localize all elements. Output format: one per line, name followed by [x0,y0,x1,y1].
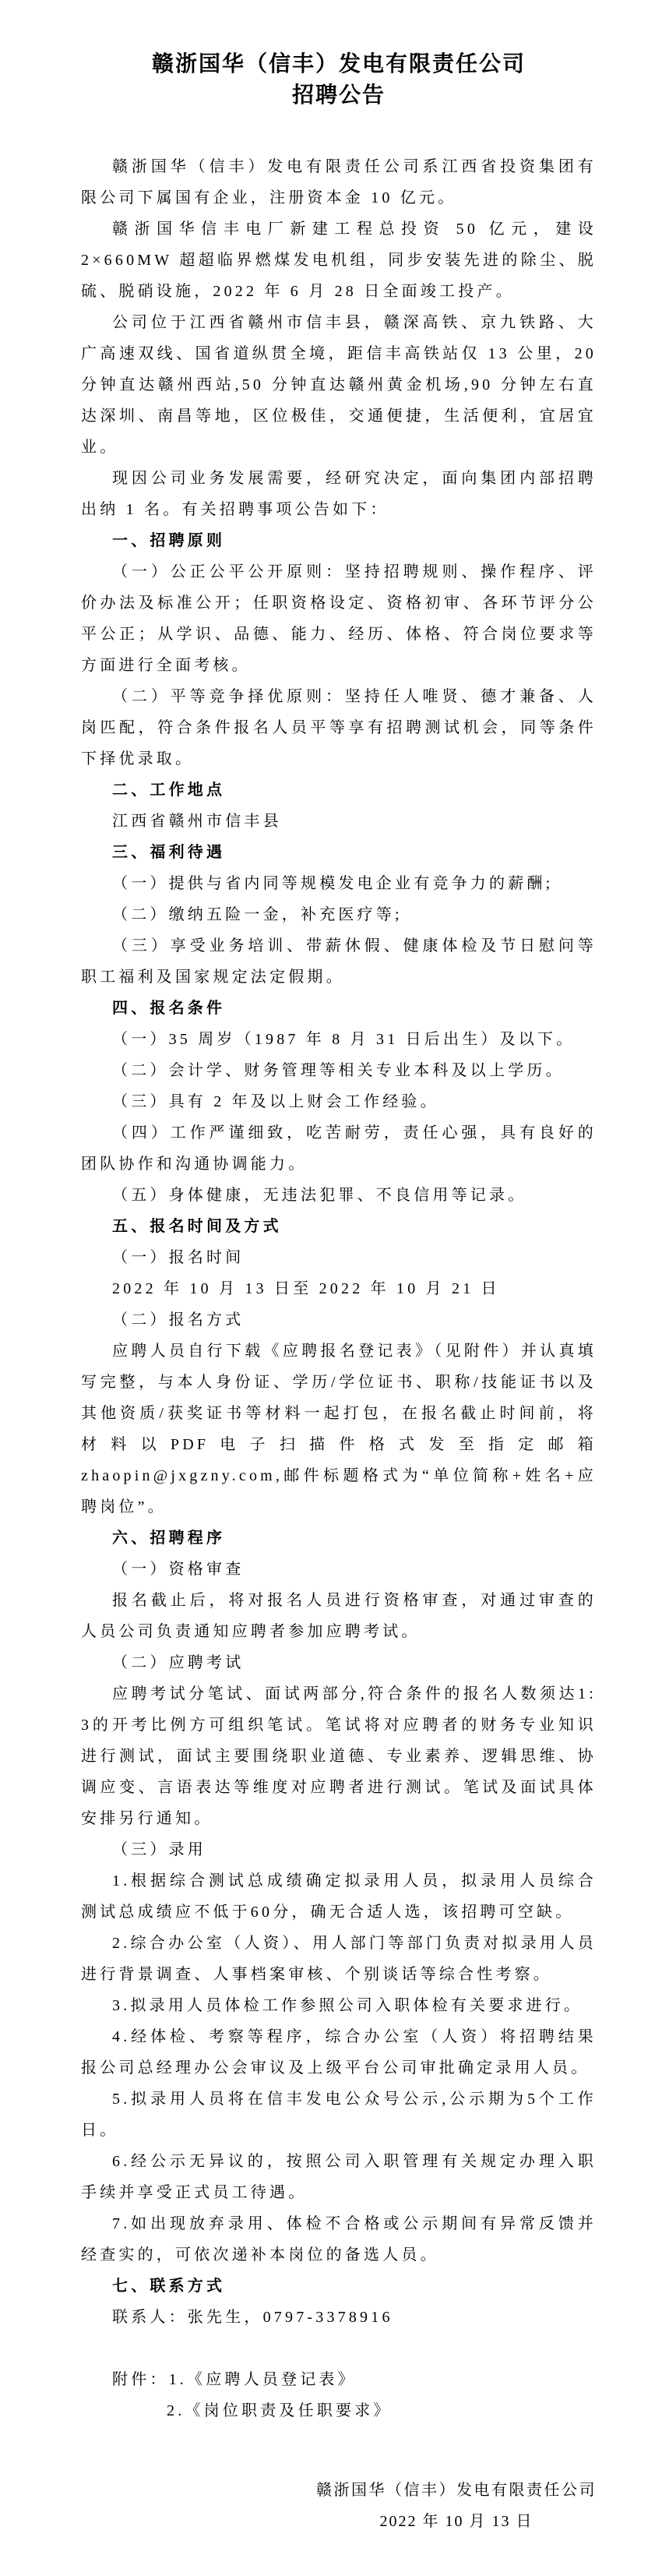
document-title [81,48,597,111]
document-title-line1: 赣浙国华（信丰）发电有限责任公司 [151,51,526,76]
paragraph: 赣浙国华信丰电厂新建工程总投资 50 亿元，建设 2×660MW 超超临界燃煤发电机组，同步安装先进的除尘、脱硫、脱硝设施，2022 年 6 月 28 日全面竣工投产。 [81,221,597,300]
paragraph: 应聘人员自行下载《应聘报名登记表》（见附件）并认真填写完整，与本人身份证、学历/学位证书、职称/技能证书以及其他资质/获奖证书等材料一起打包，在报名截止时间前，将材料以PDF电子扫描件格式发至指定邮箱zhaopin@jxgzny.com,邮件标题格式为“单位简称+姓名+应聘岗位”。 [81,1343,597,1516]
document-body [81,151,597,2333]
paragraph: （四）工作严谨细致，吃苦耐劳，责任心强，具有良好的团队协作和沟通协调能力。 [81,1124,597,1173]
paragraph: 2022 年 10 月 13 日至 2022 年 10 月 21 日 [112,1280,500,1297]
paragraph: （五）身体健康，无违法犯罪、不良信用等记录。 [112,1187,527,1204]
signature-company: 赣浙国华（信丰）发电有限责任公司 [316,2482,597,2499]
section-heading: 七、联系方式 [112,2278,226,2295]
sub-heading: （一）报名时间 [112,1249,245,1266]
sub-heading: （三）录用 [112,1841,206,1858]
attachment-item [81,2364,597,2395]
attachment-item-2: 2.《岗位职责及任职要求》 [167,2402,393,2419]
paragraph: （二）缴纳五险一金，补充医疗等; [112,906,403,923]
signature-block [81,2475,597,2537]
paragraph: （一）提供与省内同等规模发电企业有竞争力的薪酬; [112,875,554,892]
paragraph: 现因公司业务发展需要，经研究决定，面向集团内部招聘出纳 1 名。有关招聘事项公告如下： [81,470,597,518]
paragraph: 赣浙国华（信丰）发电有限责任公司系江西省投资集团有限公司下属国有企业，注册资本金 10 亿元。 [81,158,597,206]
sub-heading: （二）应聘考试 [112,1654,245,1671]
section-heading: 六、招聘程序 [112,1530,226,1547]
section-heading: 一、招聘原则 [112,532,226,549]
paragraph: （三）具有 2 年及以上财会工作经验。 [112,1093,439,1110]
section-heading: 五、报名时间及方式 [112,1218,282,1235]
sub-heading: （二）报名方式 [112,1311,245,1329]
paragraph: 6.经公示无异议的，按照公司入职管理有关规定办理入职手续并享受正式员工待遇。 [81,2153,597,2201]
paragraph: 3.拟录用人员体检工作参照公司入职体检有关要求进行。 [112,1997,583,2014]
paragraph: 报名截止后，将对报名人员进行资格审查，对通过审查的人员公司负责通知应聘者参加应聘考试。 [81,1592,597,1640]
paragraph: （一）35 周岁（1987 年 8 月 31 日后出生）及以下。 [112,1031,576,1048]
attachments-label: 附件： [112,2371,169,2388]
paragraph: 江西省赣州市信丰县 [112,813,282,830]
section-heading: 三、福利待遇 [112,844,226,861]
paragraph: （三）享受业务培训、带薪休假、健康体检及节日慰问等职工福利及国家规定法定假期。 [81,937,597,986]
paragraph: 4.经体检、考察等程序，综合办公室（人资）将招聘结果报公司总经理办公会审议及上级平台公司审批确定录用人员。 [81,2028,597,2077]
signature-date: 2022 年 10 月 13 日 [379,2513,533,2530]
attachments-block [81,2364,597,2426]
paragraph: （二）平等竞争择优原则：坚持任人唯贤、德才兼备、人岗匹配，符合条件报名人员平等享有招聘测试机会，同等条件下择优录取。 [81,688,597,768]
attachment-item-1: 1.《应聘人员登记表》 [168,2371,357,2388]
sub-heading: （一）资格审查 [112,1561,245,1578]
paragraph: 5.拟录用人员将在信丰发电公众号公示,公示期为5个工作日。 [81,2091,597,2139]
paragraph: 7.如出现放弃录用、体检不合格或公示期间有异常反馈并经查实的，可依次递补本岗位的备选人员。 [81,2215,597,2264]
paragraph: 联系人：张先生，0797-3378916 [112,2309,393,2326]
section-heading: 四、报名条件 [112,1000,226,1017]
section-heading: 二、工作地点 [112,782,226,799]
paragraph: （二）会计学、财务管理等相关专业本科及以上学历。 [112,1062,565,1079]
paragraph: 公司位于江西省赣州市信丰县，赣深高铁、京九铁路、大广高速双线、国省道纵贯全境，距信丰高铁站仅 13 公里，20 分钟直达赣州西站,50 分钟直达赣州黄金机场,90 分钟左右直达深圳、南昌等地，区位极佳，交通便捷，生活便利，宜居宜业。 [81,314,597,456]
paragraph: （一）公正公平公开原则：坚持招聘规则、操作程序、评价办法及标准公开；任职资格设定、资格初审、各环节评分公平公正；从学识、品德、能力、经历、体格、符合岗位要求等方面进行全面考核。 [81,563,597,674]
paragraph: 1.根据综合测试总成绩确定拟录用人员，拟录用人员综合测试总成绩应不低于60分，确无合适人选，该招聘可空缺。 [81,1872,597,1921]
document-title-line2: 招聘公告 [291,83,386,107]
paragraph: 应聘考试分笔试、面试两部分,符合条件的报名人数须达1: 3的开考比例方可组织笔试。笔试将对应聘者的财务专业知识进行测试，面试主要围绕职业道德、专业素养、逻辑思维、协调应变、言语表达等维度对应聘者进行测试。笔试及面试具体安排另行通知。 [81,1685,597,1827]
paragraph: 2.综合办公室（人资）、用人部门等部门负责对拟录用人员进行背景调查、人事档案审核、个别谈话等综合性考察。 [81,1935,597,1983]
